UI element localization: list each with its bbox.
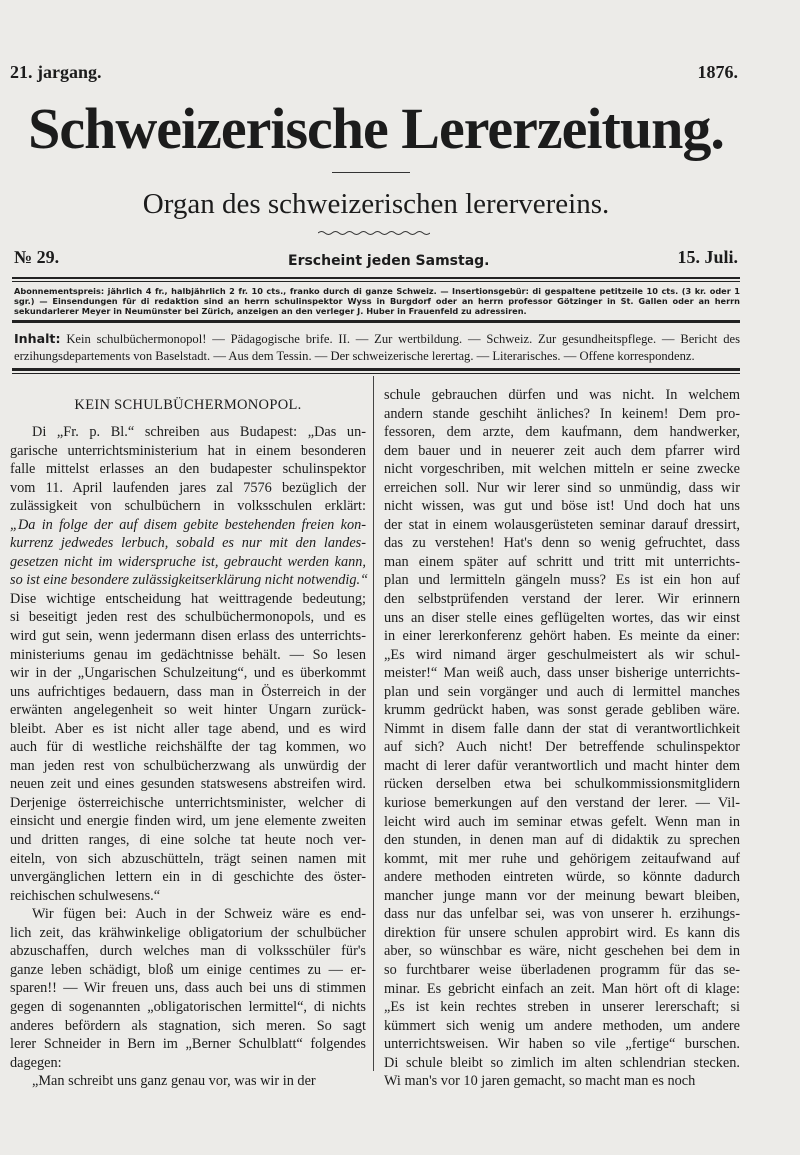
text-line: unterrichtsweisen. Wir haben so vile „fertige“ burschen. xyxy=(384,1036,740,1053)
text-line: kümmert sich wenig um andere methoden, um andere xyxy=(384,1017,740,1034)
text-line: lerer Schneider in Bern im „Berner Schulblatt“ folgendes xyxy=(10,1036,366,1053)
text-line: zulässigkeit von schulbüchern in volksschulen erklärt: xyxy=(10,498,366,515)
text-line: andere methoden eintreten würde, so könnte dadurch xyxy=(384,869,740,886)
text-line: dagegen: xyxy=(10,1054,62,1071)
newspaper-subtitle: Organ des schweizerischen lerervereins. xyxy=(142,188,610,220)
text-line: plan und lermitteln gängeln muss? Es ist ein hon auf xyxy=(384,572,740,589)
text-line: „Es wird nimand ärger geschulmeistert als wir schul- xyxy=(384,646,740,663)
contents-text: Kein schulbüchermonopol! — Pädagogische brife. II. — Zur wertbildung. — Schweiz. Zur gesundheitspflege. — Bericht des erzihungsdepartements von Baselstadt. — Aus dem Tessin. — Der schweizerische lerertag. — Literarisches. — Offene korrespondenz. xyxy=(14,332,740,363)
text-line: uns aufrichtiges bedauern, dass man in Österreich in der xyxy=(10,683,366,700)
text-line: in einer lererkonferenz gehört haben. Es meinte da einer: xyxy=(384,628,740,645)
issue-date: 15. Juli. xyxy=(677,247,738,267)
text-line: bleibt. Aber es ist nicht aller tage abend, und es wird xyxy=(10,720,366,737)
article-column-right xyxy=(384,386,740,1091)
text-line: auf sich? Auch nicht! Der betreffende schulinspektor xyxy=(384,739,740,756)
text-line: und dritten ranges, di eine solche tat heute noch ver- xyxy=(10,832,366,849)
text-line: unvergänglichen lettern ein in di geschichte des öster- xyxy=(10,869,366,886)
text-line: plan und sein vorgänger und auch di lermittel manches xyxy=(384,683,740,700)
text-line: fessoren, dem arzte, dem kaufmann, dem handwerker, xyxy=(384,424,740,441)
text-line: eiteln, von sich abzuschütteln, trägt seinen namen mit xyxy=(10,850,366,867)
text-line: neuen zeit und eines gesunden statswesens abstreifen wird. xyxy=(10,776,366,793)
text-line: vom 11. April laufenden jares zal 7576 bezüglich der xyxy=(10,479,366,496)
ornament-divider xyxy=(318,230,430,236)
text-line: kommt, mit mer ruhe und gehörigem zeitaufwand auf xyxy=(384,850,740,867)
text-line: andern stande geschiht änliches? In keinem! Dem pro- xyxy=(384,405,740,422)
text-line: macht di lerer dafür verantwortlich und macht hinter dem xyxy=(384,757,740,774)
text-line: Nimmt in disem falle dann der stat di verantwortlichkeit xyxy=(384,720,740,737)
text-line: abzuschaffen, durch welches man di volksschüler für's xyxy=(10,943,366,960)
newspaper-title: Schweizerische Lererzeitung. xyxy=(28,96,724,161)
contents-rule xyxy=(12,368,740,371)
text-line: nicht vorgeschriben, mit welchen mitteln er seine zwecke xyxy=(384,461,740,478)
column-separator xyxy=(373,376,374,1071)
text-line: Dise wichtige entscheidung hat weittragende bedeutung; xyxy=(10,590,366,607)
volume-label: 21. jargang. xyxy=(10,62,102,82)
text-line: aber, so wünschbar es wäre, nicht geschehen bei dem in xyxy=(384,943,740,960)
text-line: das zu verstehen! Hat's denn so wenig gefruchtet, dass xyxy=(384,535,740,552)
title-divider xyxy=(332,172,410,173)
text-line: anderes befördern als stagnation, sich meren. So sagt xyxy=(10,1017,366,1034)
text-line: schule gebrauchen dürfen und was nicht. In welchem xyxy=(384,387,740,403)
text-line: erreichen soll. Nur wir lerer sind so unmündig, dass wir xyxy=(384,479,740,496)
text-line: so ist eine besondere zulässigkeitserklärung nicht notwendig.“ xyxy=(10,572,369,589)
notice-rule xyxy=(12,320,740,323)
text-line: ganze leben schädigt, bloß um einige centimes zu — er- xyxy=(10,961,366,978)
text-line: wird gut sein, wenn jedermann disen erlass des unterrichts- xyxy=(10,628,366,645)
text-line: si beseitigt jeden rest des schulbüchermonopols, und es xyxy=(10,609,366,626)
right-column-text xyxy=(384,386,740,1091)
text-line: garische unterrichtsministerium hat in einem besonderen xyxy=(10,442,366,459)
text-line: man einem später auf schritt und tritt mit unterrichts- xyxy=(384,553,740,570)
text-line: den selbstprüfenden verstand der lerer. Wir erinnern xyxy=(384,591,740,608)
text-line: gesetzen nicht im widerspruche ist, gebraucht werden kann, xyxy=(10,553,366,570)
text-line: „Da in folge der auf disem gebite bestehenden freien kon- xyxy=(10,516,366,533)
text-line: Di „Fr. p. Bl.“ schreiben aus Budapest: „Das un- xyxy=(32,424,366,440)
issue-number: № 29. xyxy=(14,247,60,267)
text-line: direktion für unsere schulen approbirt wird. Es kann dis xyxy=(384,924,740,941)
text-line: den stunden, in denen man auf di didaktik zu sprechen xyxy=(384,832,740,849)
text-line: dass nur das unfelbar sei, was von unserer h. erzihungs- xyxy=(384,906,740,923)
publication-schedule: Erscheint jeden Samstag. xyxy=(288,253,490,269)
text-line: Derjenige österreichische unterrichtsminister, welcher di xyxy=(10,794,366,811)
article-column-left xyxy=(10,396,369,1091)
contents-label: Inhalt: xyxy=(14,331,61,346)
header-rule xyxy=(12,277,740,279)
text-line: Wi man's vor 10 jaren gemacht, so macht man es noch xyxy=(384,1073,696,1090)
text-line: Wir fügen bei: Auch in der Schweiz wäre es end- xyxy=(32,906,366,923)
text-line: der stat in einem wolausgerüsteten seminar darauf dressirt, xyxy=(384,516,740,533)
text-line: minar. Es gebricht einfach an zeit. Man hört oft di klage: xyxy=(384,980,740,997)
text-line: auch für di westliche reichshälfte der tag kommen, wo xyxy=(10,739,366,756)
contents-rule-thin xyxy=(12,373,740,374)
text-line: wir in der „Ungarischen Schulzeitung“, und es überkommt xyxy=(10,665,366,682)
subscription-notice: Abonnementspreis: jährlich 4 fr., halbjährlich 2 fr. 10 cts., franko durch di ganze Schweiz. — Insertionsgebür: di gespaltene petitzeile 10 cts. (3 kr. oder 1 sgr.) — Einsendungen für di redaktion sind an herrn schulinspektor Wyss in Burgdorf oder an herrn professor Götzinger in St. Gallen oder an herrn sekundarlerer Meyer in Neumünster bei Zürich, anzeigen an den verleger J. Huber in Frauenfeld zu adressiren. xyxy=(14,286,740,316)
text-line: man jeden rest von schulbücherzwang als unwürdig der xyxy=(10,757,366,774)
text-line: meister!“ Man weiß auch, dass unser bisherige unterrichts- xyxy=(384,665,740,682)
text-line: ministeriums genau im gedächtnisse behält. — So lesen xyxy=(10,646,366,663)
table-of-contents xyxy=(14,330,740,365)
text-line: einsicht und energie finden wird, um jene elemente zweiten xyxy=(10,813,366,830)
text-line: kuriose bemerkungen auf den verstand der lerer. — Vil- xyxy=(384,795,740,812)
text-line: reichischen schulwesens.“ xyxy=(10,887,161,904)
text-line: rücken derselben etwa bei schulkommissionsmitglidern xyxy=(384,776,740,793)
text-line: nicht wissen, was gut und böse ist! Und doch hat uns xyxy=(384,498,740,515)
text-line: „Man schreibt uns ganz genau vor, was wir in der xyxy=(32,1073,316,1090)
text-line: sparen!! — Wir freuen uns, dass auch bei uns di stimmen xyxy=(10,980,366,997)
text-line: krumm gedrückt haben, was sonst gerade gebliben wäre. xyxy=(384,702,740,719)
text-line: mancher junge mann vor der meinung bewart bleiben, xyxy=(384,887,740,904)
text-line: falle mittelst erlasses an den budapester schulinspektor xyxy=(10,461,366,478)
text-line: so furchtbarer weise überladenen programm für das se- xyxy=(384,961,740,978)
text-line: uns an diser stelle eines geflügelten wortes, das wir einst xyxy=(384,609,740,626)
left-column-text xyxy=(10,423,369,1091)
text-line: lich zeit, das krähwinkelige obligatorium der schulbücher xyxy=(10,924,366,941)
text-line: leicht wird auch im seminar etwas gefelt. Wenn man in xyxy=(384,813,740,830)
text-line: gegen di sogenannten „obligatorischen lermittel“, di nichts xyxy=(10,998,366,1015)
header-rule-thin xyxy=(12,281,740,282)
text-line: dem bauer und in neuerer zeit auch dem pfarrer wird xyxy=(384,442,740,459)
year-label: 1876. xyxy=(697,62,738,82)
article-heading: KEIN SCHULBÜCHERMONOPOL. xyxy=(74,397,302,413)
text-line: „Es ist kein rechtes streben in unserer lererschaft; si xyxy=(384,999,740,1016)
text-line: erwänten angelegenheit so weit hinter Ungarn zurück- xyxy=(10,702,366,719)
text-line: kurrenz jedwedes lerbuch, sobald es nur mit den landes- xyxy=(10,535,366,552)
text-line: Di schule bleibt so zimlich im alten schlendrian stecken. xyxy=(384,1054,740,1071)
